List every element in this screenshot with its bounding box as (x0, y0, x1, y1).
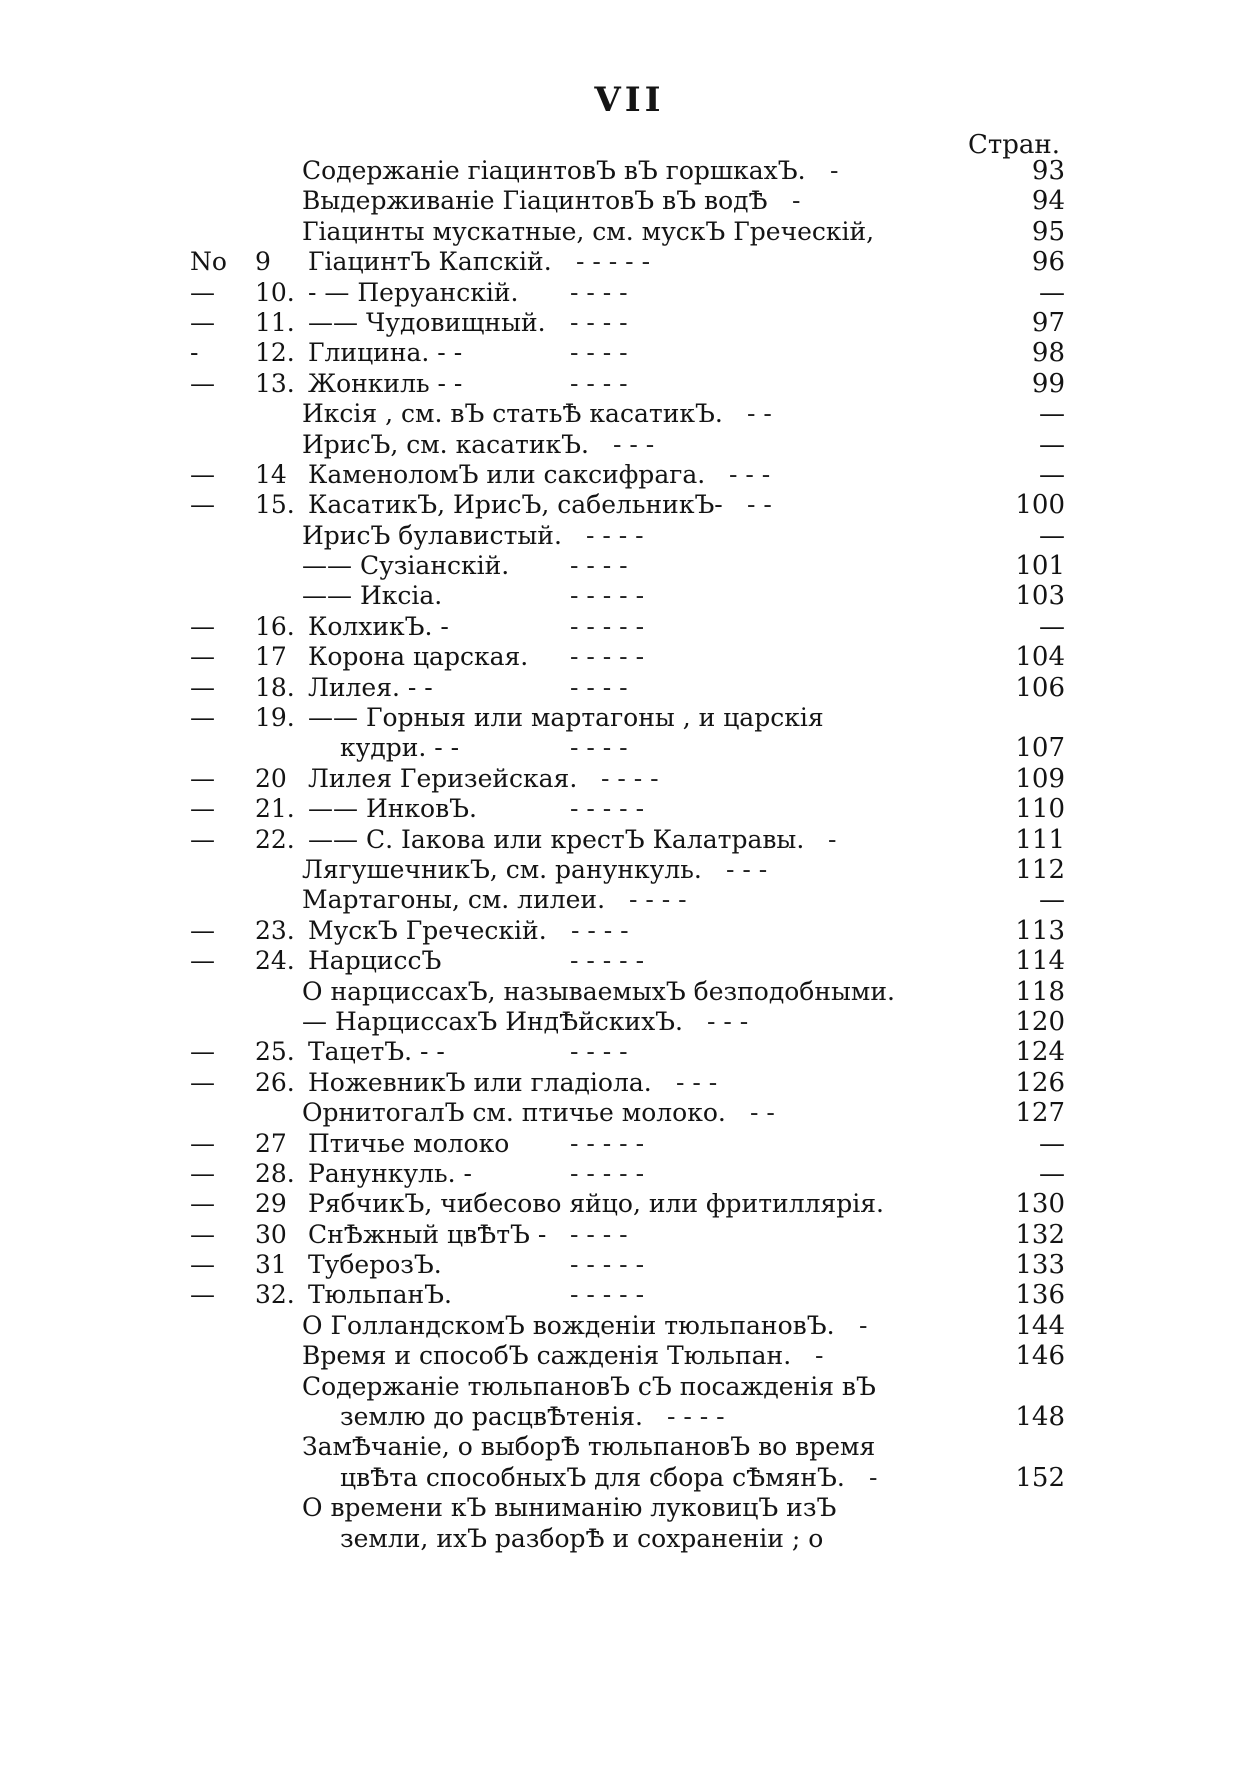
entry-page: 112 (1015, 854, 1065, 885)
entry-mark: — (190, 1250, 215, 1280)
entry-number: 28. (255, 1158, 295, 1188)
entry-leader: - - (747, 490, 772, 520)
toc-entry (0, 673, 1259, 703)
entry-leader: - (792, 186, 801, 216)
entry-number: 23. (255, 915, 295, 945)
entry-page: 97 (1031, 307, 1065, 338)
entry-mark: No (190, 247, 227, 277)
entry-page: 98 (1031, 338, 1065, 369)
entry-page: 130 (1015, 1189, 1065, 1220)
toc-entry (0, 521, 1259, 551)
toc-entry (0, 1524, 1259, 1554)
entry-number: 10. (255, 277, 295, 307)
entry-page: — (1039, 611, 1065, 642)
entry-title: Глицина. - - (308, 338, 463, 368)
toc-entry (0, 369, 1259, 399)
entry-title: НожевникЪ или гладiола. (308, 1067, 652, 1097)
entry-number: 29 (255, 1189, 287, 1219)
entry-mark: — (190, 1280, 215, 1310)
toc-entry (0, 733, 1259, 763)
toc-entry (0, 338, 1259, 368)
entry-title: ГiацинтЪ Капскiй. (308, 247, 552, 277)
entry-page: 126 (1015, 1067, 1065, 1098)
entry-title: —— С. Iакова или крестЪ Калатравы. (308, 824, 805, 854)
entry-number: 32. (255, 1280, 295, 1310)
entry-mark: — (190, 1128, 215, 1158)
entry-number: 20 (255, 763, 287, 793)
toc-entry (0, 278, 1259, 308)
entry-leader: - - - - (570, 672, 628, 702)
entry-title: кудри. - - (340, 733, 460, 763)
entry-title: МускЪ Греческiй. (308, 915, 547, 945)
entry-mark: — (190, 307, 215, 337)
entry-leader: - - - - - (570, 1280, 645, 1310)
toc-entry (0, 916, 1259, 946)
entry-leader: - - - - (570, 338, 628, 368)
toc-entry (0, 1250, 1259, 1280)
entry-page: 104 (1015, 642, 1065, 673)
entry-mark: — (190, 915, 215, 945)
entry-number: 21. (255, 794, 295, 824)
entry-mark: — (190, 672, 215, 702)
entry-page: 101 (1015, 551, 1065, 582)
entry-page: 144 (1015, 1310, 1065, 1341)
toc-entry (0, 703, 1259, 733)
entry-title: Время и способЪ сажденiя Тюльпан. (302, 1341, 792, 1371)
entry-leader: - - - - - (570, 946, 645, 976)
page-number: VII (594, 80, 665, 120)
entry-leader: - (828, 824, 837, 854)
entry-title: — НарциссахЪ ИндѢйскихЪ. (302, 1006, 683, 1036)
table-of-contents (0, 156, 1259, 1554)
entry-mark: — (190, 1067, 215, 1097)
entry-leader: - - - - - (576, 247, 651, 277)
entry-number: 16. (255, 611, 295, 641)
entry-leader: - - - (707, 1006, 749, 1036)
entry-title: Ранункуль. - (308, 1158, 472, 1188)
entry-number: 18. (255, 672, 295, 702)
entry-title: цвѢта способныхЪ для сбора сѢмянЪ. (340, 1462, 845, 1492)
entry-number: 22. (255, 824, 295, 854)
entry-leader: - - - - - (570, 794, 645, 824)
toc-entry (0, 247, 1259, 277)
entry-title: Содержанie гiацинтовЪ вЪ горшкахЪ. (302, 156, 806, 185)
entry-mark: — (190, 794, 215, 824)
entry-number: 19. (255, 703, 295, 733)
entry-leader: - - - - (570, 368, 628, 398)
entry-number: 24. (255, 946, 295, 976)
entry-title: —— Горныя или мартагоны , и царскiя (308, 703, 824, 733)
entry-page: 100 (1015, 490, 1065, 521)
entry-title: Лилея Гeризейская. (308, 763, 578, 793)
entry-number: 13. (255, 368, 295, 398)
entry-mark: - (190, 338, 199, 368)
toc-entry (0, 764, 1259, 794)
entry-title: —— Чудовищный. (308, 307, 546, 337)
entry-page: 95 (1031, 216, 1065, 247)
entry-title: землю до расцвѢтенiя. (340, 1402, 643, 1432)
entry-page: 124 (1015, 1037, 1065, 1068)
entry-leader: - - - (613, 429, 655, 459)
toc-entry (0, 642, 1259, 672)
toc-entry (0, 1129, 1259, 1159)
toc-entry (0, 490, 1259, 520)
entry-page: 114 (1015, 946, 1065, 977)
toc-entry (0, 1280, 1259, 1310)
entry-page: — (1039, 429, 1065, 460)
entry-title: О времени кЪ выниманiю луковицЪ изЪ (302, 1493, 837, 1523)
toc-entry (0, 460, 1259, 490)
toc-entry (0, 1098, 1259, 1128)
entry-mark: — (190, 703, 215, 733)
entry-title: - — Перуанскiй. (308, 277, 519, 307)
entry-leader: - - - - (570, 307, 628, 337)
entry-title: ЗамѢчанiе, о выборѢ тюльпановЪ во время (302, 1432, 876, 1462)
toc-entry (0, 156, 1259, 186)
entry-page: 120 (1015, 1006, 1065, 1037)
entry-page: 152 (1015, 1462, 1065, 1493)
entry-leader: - - - (676, 1067, 718, 1097)
toc-entry (0, 1220, 1259, 1250)
entry-leader: - - - (726, 854, 768, 884)
entry-title: КасатикЪ, ИрисЪ, сабельникЪ- (308, 490, 723, 520)
toc-entry (0, 1341, 1259, 1371)
entry-title: Выдерживанie ГiацинтовЪ вЪ водѢ (302, 186, 768, 216)
entry-page: 109 (1015, 763, 1065, 794)
entry-leader: - (859, 1310, 868, 1340)
entry-title: Птичье молоко (308, 1128, 510, 1158)
entry-leader: - - - - - (570, 1128, 645, 1158)
entry-mark: — (190, 1037, 215, 1067)
toc-entry (0, 581, 1259, 611)
entry-title: Гiацинты мускатные, см. мускЪ Греческiй, (302, 216, 875, 246)
entry-mark: — (190, 763, 215, 793)
entry-title: Корона царская. (308, 642, 529, 672)
entry-title: КолхикЪ. - (308, 611, 449, 641)
toc-entry (0, 1402, 1259, 1432)
entry-leader: - - - - (570, 733, 628, 763)
entry-page: 136 (1015, 1280, 1065, 1311)
entry-title: ИрисЪ булавистый. (302, 520, 562, 550)
toc-entry (0, 1493, 1259, 1523)
entry-number: 30 (255, 1219, 287, 1249)
entry-mark: — (190, 1189, 215, 1219)
entry-number: 17 (255, 642, 287, 672)
entry-leader: - (830, 156, 839, 185)
entry-title: ТацетЪ. - - (308, 1037, 445, 1067)
entry-page: 113 (1015, 915, 1065, 946)
entry-page: — (1039, 459, 1065, 490)
entry-number: 27 (255, 1128, 287, 1158)
entry-title: НарциссЪ (308, 946, 442, 976)
toc-entry (0, 217, 1259, 247)
entry-number: 15. (255, 490, 295, 520)
entry-title: Содержанiе тюльпановЪ сЪ посажденiя вЪ (302, 1371, 876, 1401)
entry-number: 31 (255, 1250, 287, 1280)
entry-page: — (1039, 885, 1065, 916)
entry-mark: — (190, 277, 215, 307)
entry-leader: - - (747, 399, 772, 429)
entry-leader: - - - - (571, 915, 629, 945)
entry-title: ТуберозЪ. (308, 1250, 442, 1280)
toc-entry (0, 1432, 1259, 1462)
entry-mark: — (190, 368, 215, 398)
entry-page: 103 (1015, 581, 1065, 612)
entry-page: 133 (1015, 1250, 1065, 1281)
entry-mark: — (190, 611, 215, 641)
entry-page: 111 (1015, 824, 1065, 855)
entry-leader: - - - - - (570, 642, 645, 672)
entry-leader: - - - - (601, 763, 659, 793)
toc-entry (0, 855, 1259, 885)
toc-entry (0, 1159, 1259, 1189)
entry-leader: - - - (729, 459, 771, 489)
toc-entry (0, 308, 1259, 338)
page-column-label: Стран. (967, 130, 1060, 160)
entry-page: — (1039, 1128, 1065, 1159)
toc-entry (0, 1068, 1259, 1098)
entry-page: 132 (1015, 1219, 1065, 1250)
entry-leader: - - - - - (570, 581, 645, 611)
entry-title: —— ИнковЪ. (308, 794, 477, 824)
entry-page: 96 (1031, 247, 1065, 278)
entry-page: — (1039, 520, 1065, 551)
entry-page: 107 (1015, 733, 1065, 764)
entry-leader: - - (750, 1098, 775, 1128)
entry-leader: - (869, 1462, 878, 1492)
entry-page: 148 (1015, 1402, 1065, 1433)
entry-title: —— Иксiа. (302, 581, 443, 611)
entry-leader: - - - - (570, 1219, 628, 1249)
entry-page: 94 (1031, 186, 1065, 217)
toc-entry (0, 1372, 1259, 1402)
toc-entry (0, 977, 1259, 1007)
entry-title: Мартагоны, см. лилеи. (302, 885, 606, 915)
entry-page: 106 (1015, 672, 1065, 703)
entry-number: 12. (255, 338, 295, 368)
entry-leader: - - - - - (570, 1250, 645, 1280)
entry-page: 127 (1015, 1098, 1065, 1129)
entry-title: —— Сузiанскiй. (302, 551, 510, 581)
toc-entry (0, 1037, 1259, 1067)
entry-page: 99 (1031, 368, 1065, 399)
entry-leader: - - - - (570, 1037, 628, 1067)
entry-leader: - - - - (667, 1402, 725, 1432)
entry-number: 25. (255, 1037, 295, 1067)
toc-entry (0, 1463, 1259, 1493)
entry-title: ИрисЪ, см. касатикЪ. (302, 429, 589, 459)
entry-mark: — (190, 1219, 215, 1249)
entry-mark: — (190, 1158, 215, 1188)
entry-title: Иксiя , см. вЪ статьѢ касатикЪ. (302, 399, 723, 429)
entry-leader: - (815, 1341, 824, 1371)
entry-title: ТюльпанЪ. (308, 1280, 452, 1310)
entry-page: 146 (1015, 1341, 1065, 1372)
entry-page: 93 (1031, 156, 1065, 186)
entry-leader: - - - - (629, 885, 687, 915)
entry-title: О ГолландскомЪ вожденiи тюльпановЪ. (302, 1310, 835, 1340)
toc-entry (0, 1007, 1259, 1037)
entry-page: — (1039, 399, 1065, 430)
entry-leader: - - - - - (570, 611, 645, 641)
toc-entry (0, 551, 1259, 581)
entry-page: 118 (1015, 976, 1065, 1007)
toc-entry (0, 430, 1259, 460)
entry-page: 110 (1015, 794, 1065, 825)
entry-leader: - - - - - (570, 1158, 645, 1188)
entry-title: О нарциссахЪ, называемыхЪ безподобными. (302, 976, 895, 1006)
toc-entry (0, 1311, 1259, 1341)
toc-entry (0, 186, 1259, 216)
entry-title: СнѢжный цвѢтЪ - (308, 1219, 547, 1249)
entry-leader: - - - - (586, 520, 644, 550)
entry-number: 9 (255, 247, 271, 277)
toc-entry (0, 399, 1259, 429)
entry-number: 11. (255, 307, 295, 337)
entry-title: КаменоломЪ или саксифрага. (308, 459, 706, 489)
toc-entry (0, 794, 1259, 824)
toc-entry (0, 612, 1259, 642)
toc-entry (0, 946, 1259, 976)
toc-entry (0, 825, 1259, 855)
entry-mark: — (190, 490, 215, 520)
entry-title: ЛягушечникЪ, см. ранункуль. (302, 854, 702, 884)
entry-title: РябчикЪ, чибесово яйцо, или фритиллярiя. (308, 1189, 884, 1219)
toc-entry (0, 1189, 1259, 1219)
entry-number: 14 (255, 459, 287, 489)
entry-mark: — (190, 459, 215, 489)
entry-page: — (1039, 277, 1065, 308)
entry-mark: — (190, 642, 215, 672)
entry-page: — (1039, 1158, 1065, 1189)
entry-title: ОрнитогалЪ см. птичье молоко. (302, 1098, 726, 1128)
entry-title: земли, ихЪ разборѢ и сохраненiи ; о (340, 1523, 824, 1553)
entry-number: 26. (255, 1067, 295, 1097)
toc-entry (0, 885, 1259, 915)
entry-leader: - - - - (570, 277, 628, 307)
entry-title: Жонкиль - - (308, 368, 463, 398)
entry-title: Лилея. - - (308, 672, 433, 702)
entry-leader: - - - - (570, 551, 628, 581)
entry-mark: — (190, 946, 215, 976)
entry-mark: — (190, 824, 215, 854)
